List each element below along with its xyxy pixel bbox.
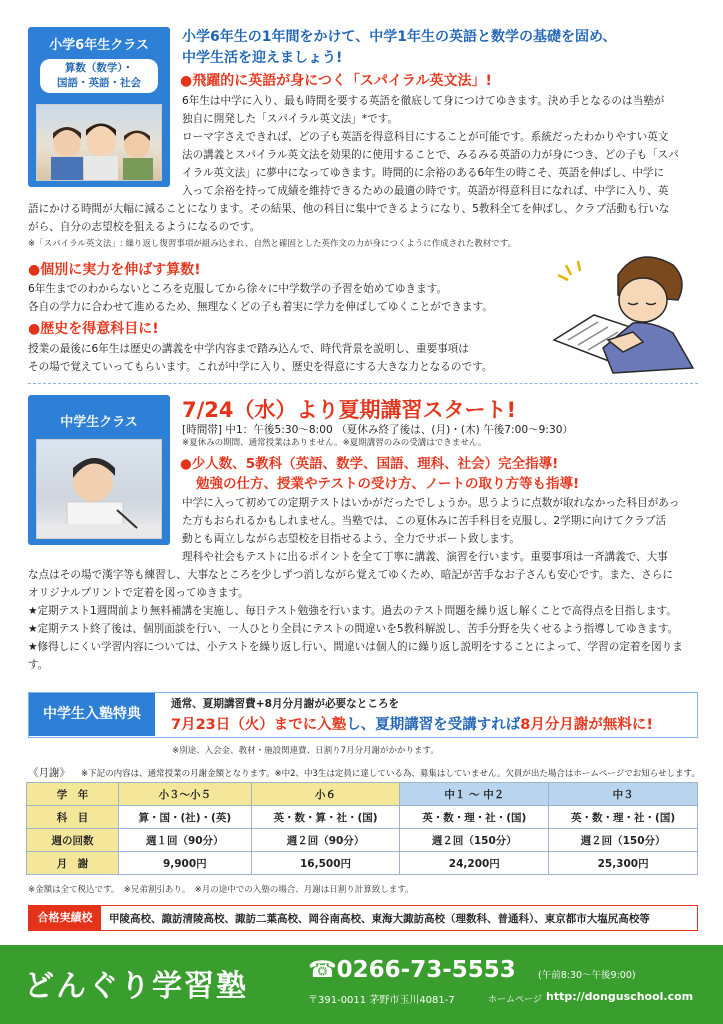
offer-free: 8月分月謝が無料に! — [520, 717, 653, 733]
summer-course-headline: 7/24（水）より夏期講習スタート! — [182, 398, 517, 422]
col-header: 小６ — [251, 783, 400, 806]
junior-line: 中学に入って初めての定期テストはいかがだったでしょうか。思うように点数が取れなかった科目があっ — [182, 497, 680, 509]
results-label: 合格実績校 — [29, 906, 101, 930]
english-paragraph-full — [28, 200, 718, 236]
results-box — [28, 905, 698, 931]
homepage-url[interactable]: http://donguschool.com — [546, 990, 694, 1003]
table-row — [27, 852, 698, 875]
table-cell: 週１回（90分） — [119, 829, 252, 852]
english-line: イラル英文法」に夢中になってゆきます。時間的に余裕のある6年生の時こそ、英語を伸ばし、中学に — [182, 167, 665, 179]
feature-heading-1: ●少人数、5教科（英語、数学、国語、理科、社会）完全指導! — [180, 456, 559, 472]
table-cell: 算・国・(社)・(英) — [119, 806, 252, 829]
star-point: ★修得しにくい学習内容については、小テストを繰り返し行い、間違いは個人的に繰り返し説明をすることによって、学習の定着を図りま — [28, 641, 683, 653]
col-header: 中３ — [549, 783, 698, 806]
row-label: 学 年 — [27, 783, 119, 806]
business-hours: (午前8:30〜午後9:00) — [538, 970, 636, 981]
star-points — [28, 602, 718, 674]
english-heading: ●飛躍的に英語が身につく「スパイラル英文法」! — [180, 73, 492, 89]
fee-caption — [28, 765, 700, 780]
table-row — [27, 829, 698, 852]
table-cell: 週２回（150分） — [400, 829, 549, 852]
col-header: 小３〜小５ — [119, 783, 252, 806]
students-illustration — [37, 105, 162, 181]
col-header: 中１ 〜 中２ — [400, 783, 549, 806]
star-point: す。 — [28, 659, 49, 671]
junior-line: オリジナルプリントで定着を図ってゆきます。 — [28, 587, 249, 599]
star-point: ★定期テスト終了後は、個別面談を行い、一人ひとり全員にテストの間違いを5教科解説し、苦手分野を失くせるよう指導してゆきます。 — [28, 623, 679, 635]
math-line: 6年生までのわからないところを克服してから徐々に中学数学の予習を始めてゆきます。 — [28, 283, 448, 295]
history-line: その場で覚えていってもらいます。これが中学に入り、歴史を得意にする大きな力となるのです。 — [28, 361, 493, 373]
offer-note: ※別途、入会金、教材・施設関連費、日割り7月分月謝がかかります。 — [172, 746, 439, 756]
row-label: 週の回数 — [27, 829, 119, 852]
history-line: 授業の最後に6年生は歴史の講義を中学内容まで踏み込んで、時代背景を説明し、重要事項は — [28, 343, 469, 355]
student-photo-illustration — [37, 440, 162, 539]
offer-condition: し、夏期講習を受講すれば — [346, 717, 521, 733]
row-label: 月 謝 — [27, 852, 119, 875]
elementary-headline-1: 小学6年生の1年間をかけて、中学1年生の英語と数学の基礎を固め、 — [182, 29, 617, 45]
star-point: ★定期テスト1週間前より無料補講を実施し、毎日テスト勉強を行います。過去のテスト問題を繰り返し解くことで高得点を目指します。 — [28, 605, 677, 617]
history-heading: ●歴史を得意科目に! — [28, 321, 159, 337]
elementary-subjects — [40, 59, 158, 93]
english-line: 語にかける時間が大幅に減ることになります。その結果、他の科目に集中できるようになり、5教科全てを伸ばし、クラブ活動も行いな — [28, 203, 670, 215]
junior-line: た方もおられるかもしれません。当塾では、この夏休みに苦手科目を克服し、2学期に向けてクラブ活 — [182, 515, 667, 527]
elementary-photo — [36, 104, 162, 181]
section-divider — [28, 383, 698, 384]
math-paragraph — [28, 280, 548, 316]
junior-paragraph — [182, 494, 702, 548]
fee-footnote: ※金額は全て税込です。 ※兄弟割引あり。 ※月の途中での入塾の場合、月謝は日割り計算致します。 — [28, 885, 414, 895]
fee-caption-note: ※下記の内容は、通常授業の月謝金額となります。※中2、中3生は定員に達している為、募集はしていません。欠員が出た場合はホームページでお知らせします。 — [81, 769, 700, 779]
english-line: 入って余裕を持って成績を維持できるための最適の時です。英語が得意科目になれば、中学に入り、英 — [182, 185, 669, 197]
elementary-headline-2: 中学生活を迎えましょう! — [182, 50, 343, 66]
math-heading: ●個別に実力を伸ばす算数! — [28, 262, 201, 278]
address: 〒391-0011 茅野市玉川4081-7 — [308, 995, 455, 1006]
english-line: ローマ字さえできれば、どの子も英語を得意科目にすることが可能です。系統だったわかりやすい英文 — [182, 131, 669, 143]
school-name: どんぐり学習塾 — [24, 969, 248, 1004]
table-cell: 16,500円 — [251, 852, 400, 875]
offer-line-1: 通常、夏期講習費+8月分月謝が必要なところを — [171, 698, 400, 710]
english-note: ※「スパイラル英文法」: 繰り返し復習事項が組み込まれ、自然と確固とした英作文の力が身につくように作成された教材です。 — [28, 239, 517, 249]
history-paragraph — [28, 340, 548, 376]
subject-line-1: 算数（数学）・ — [64, 62, 134, 74]
phone-number: ☎0266-73-5553 — [308, 957, 516, 983]
elementary-class-label: 小学6年生クラス — [49, 38, 149, 53]
table-cell: 25,300円 — [549, 852, 698, 875]
english-line: 独自に開発した「スパイラル英文法」*です。 — [182, 113, 399, 125]
junior-class-box — [28, 395, 170, 545]
english-line: 法の講義とスパイラル英文法を効果的に使用することで、みるみる英語の力が身につき、どの子も「スパ — [182, 149, 679, 161]
table-cell: 9,900円 — [119, 852, 252, 875]
table-cell: 英・数・理・社・(国) — [400, 806, 549, 829]
junior-line: 理科や社会もテストに出るポイントを全て丁寧に講義、演習を行います。重要事項は一斉講義で、大事 — [182, 551, 668, 563]
offer-label: 中学生入塾特典 — [29, 693, 155, 736]
entry-offer-box — [28, 692, 698, 738]
junior-line: な点はその場で漢字等も練習し、大事なところを少しずつ消しながら覚えてゆくため、暗記が苦手なお子さんも安心です。また、さらに — [28, 569, 673, 581]
schedule-line: [時間帯] 中1：午後5:30〜8:00 （夏休み終了後は、(月)・(木) 午後7:00〜9:30） — [182, 424, 574, 436]
english-line: 6年生は中学に入り、最も時間を要する英語を徹底して身につけてゆきます。決め手となるのは当塾が — [182, 95, 665, 107]
studying-boy-illustration — [548, 245, 708, 375]
table-cell: 24,200円 — [400, 852, 549, 875]
subject-line-2: 国語・英語・社会 — [57, 77, 141, 89]
offer-deadline: 7月23日（火）までに入塾 — [171, 717, 347, 733]
fee-caption-title: 《月謝》 — [28, 767, 70, 779]
row-label: 科 目 — [27, 806, 119, 829]
junior-paragraph-full — [28, 548, 718, 602]
results-schools: 甲陵高校、諏訪清陵高校、諏訪二葉高校、岡谷南高校、東海大諏訪高校（理数科、普通科）、東京都市大塩尻高校等 — [109, 913, 650, 925]
english-paragraph — [182, 92, 712, 200]
table-cell: 英・数・理・社・(国) — [549, 806, 698, 829]
fee-table — [26, 782, 698, 875]
feature-heading-2: 勉強の仕方、授業やテストの受け方、ノートの取り方等も指導! — [196, 476, 580, 492]
offer-line-2 — [171, 713, 653, 734]
junior-line: 動とも両立しながら志望校を目指せるよう、全力でサポート致します。 — [182, 533, 521, 545]
footer-bar — [0, 945, 723, 1024]
schedule-note: ※夏休みの期間、通常授業はありません。※夏期講習のみの受講はできません。 — [182, 438, 487, 448]
math-line: 各自の学力に合わせて進めるため、無理なくどの子も着実に学力を伸ばしてゆくことができます。 — [28, 301, 493, 313]
junior-class-label: 中学生クラス — [60, 415, 138, 430]
table-row — [27, 783, 698, 806]
table-cell: 週２回（150分） — [549, 829, 698, 852]
homepage-label: ホームページ — [488, 995, 542, 1005]
english-line: がら、自分の志望校を狙えるようになるのです。 — [28, 221, 261, 233]
junior-photo — [36, 439, 162, 539]
table-cell: 英・数・算・社・(国) — [251, 806, 400, 829]
table-row — [27, 806, 698, 829]
elementary-class-box — [28, 27, 170, 187]
table-cell: 週２回（90分） — [251, 829, 400, 852]
